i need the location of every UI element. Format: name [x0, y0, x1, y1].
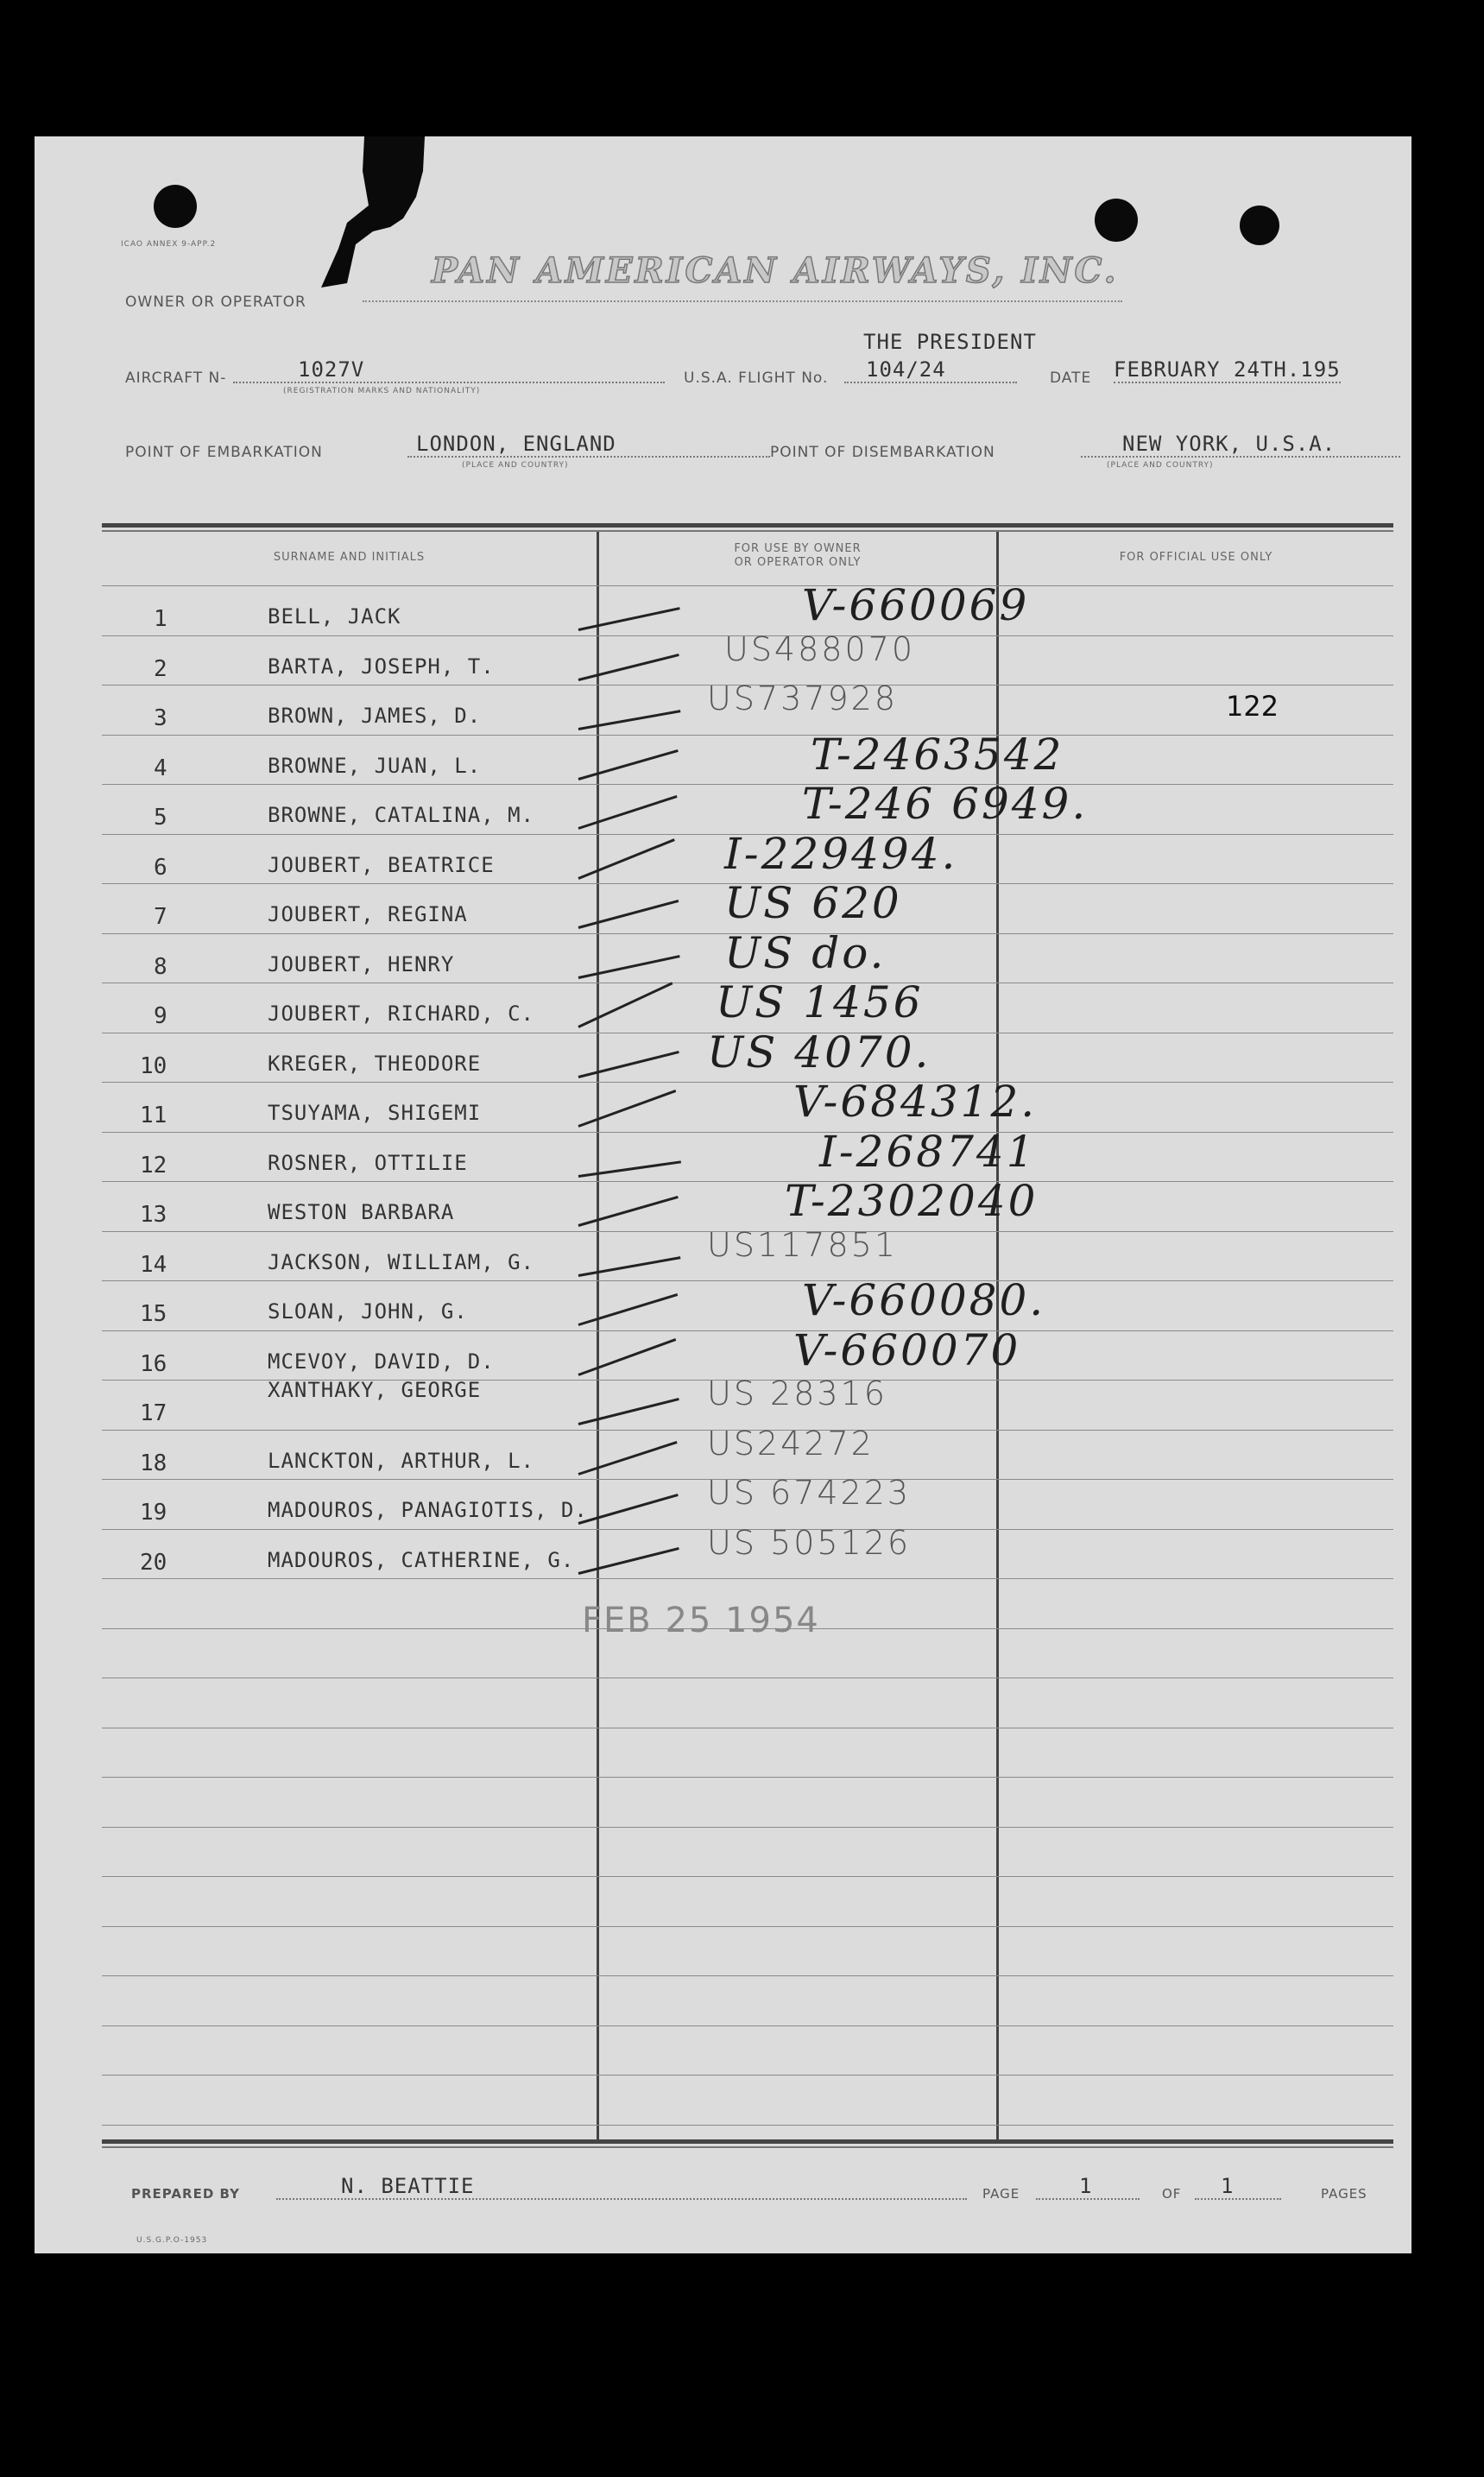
page-label: PAGE: [982, 2186, 1020, 2202]
row-number: 8: [154, 953, 167, 980]
check-stroke: [578, 1398, 679, 1425]
table-rule-line: [102, 784, 1393, 785]
document-number: US488070: [724, 629, 915, 668]
official-entry: 122: [1226, 690, 1279, 723]
document-number: V-660069: [802, 580, 1030, 630]
document-number: T-2302040: [785, 1176, 1039, 1226]
document-number: US117851: [707, 1225, 898, 1264]
flight-value: 104/24: [844, 357, 1017, 383]
prepared-label: PREPARED BY: [131, 2186, 240, 2202]
embarkation-sub: (PLACE AND COUNTRY): [462, 461, 569, 470]
page-value: 1: [1036, 2174, 1140, 2200]
row-number: 18: [140, 1450, 167, 1476]
passenger-name: LANCKTON, ARTHUR, L.: [268, 1448, 534, 1473]
row-number: 19: [140, 1500, 167, 1526]
check-stroke: [578, 607, 680, 631]
passenger-name: XANTHAKY, GEORGE: [268, 1378, 482, 1402]
document-number: US 620: [724, 878, 902, 928]
table-rule-line: [102, 2125, 1393, 2126]
check-stroke: [578, 1090, 676, 1128]
passenger-name: MCEVOY, DAVID, D.: [268, 1349, 495, 1374]
document-number: US 4070.: [707, 1027, 931, 1077]
of-value: 1: [1195, 2174, 1281, 2200]
check-stroke: [578, 1293, 679, 1326]
document-number: I-229494.: [724, 828, 958, 879]
passenger-name: BROWNE, CATALINA, M.: [268, 803, 534, 827]
owner-value: PAN AMERICAN AIRWAYS, INC.: [432, 250, 1119, 291]
row-number: 20: [140, 1549, 167, 1576]
check-stroke: [578, 1160, 681, 1178]
check-stroke: [578, 1547, 679, 1575]
check-stroke: [578, 1494, 679, 1525]
form-code: U.S.G.P.O-1953: [136, 2236, 208, 2245]
disembarkation-value: NEW YORK, U.S.A.: [1081, 432, 1400, 458]
passenger-name: BROWNE, JUAN, L.: [268, 753, 482, 778]
row-number: 2: [154, 655, 167, 682]
document-number: V-660080.: [802, 1275, 1046, 1325]
table-rule-line: [102, 1975, 1393, 1976]
passenger-name: BARTA, JOSEPH, T.: [268, 654, 495, 679]
table-rule-line: [102, 1926, 1393, 1927]
row-number: 3: [154, 705, 167, 731]
table-bottom-rule-2: [102, 2146, 1393, 2148]
passenger-name: JOUBERT, REGINA: [268, 902, 468, 926]
table-rule-line: [102, 1132, 1393, 1133]
document-number: US24272: [707, 1424, 875, 1463]
passenger-name: MADOUROS, PANAGIOTIS, D.: [268, 1498, 588, 1522]
owner-underline: [363, 300, 1122, 302]
table-rule-line: [102, 1082, 1393, 1083]
table-bottom-rule: [102, 2139, 1393, 2144]
row-number: 6: [154, 854, 167, 881]
table-top-rule-2: [102, 530, 1393, 532]
passenger-name: WESTON BARBARA: [268, 1200, 455, 1224]
row-number: 17: [140, 1400, 167, 1426]
header-operator-1: FOR USE BY OWNER: [734, 542, 862, 555]
table-rule-line: [102, 2025, 1393, 2026]
row-number: 9: [154, 1003, 167, 1029]
row-number: 11: [140, 1103, 167, 1128]
document-number: US 505126: [707, 1523, 912, 1562]
check-stroke: [578, 900, 679, 929]
table-rule-line: [102, 1330, 1393, 1331]
passenger-name: BELL, JACK: [268, 604, 401, 629]
date-label: DATE: [1050, 370, 1092, 387]
date-value: FEBRUARY 24TH.195: [1114, 357, 1341, 382]
check-stroke: [578, 1440, 678, 1475]
table-rule-line: [102, 585, 1393, 586]
row-number: 1: [154, 606, 167, 632]
punch-hole-left: [154, 185, 197, 228]
passenger-name: SLOAN, JOHN, G.: [268, 1299, 468, 1324]
table-rule-line: [102, 1181, 1393, 1182]
check-stroke: [578, 1338, 676, 1376]
document-number: V-660070: [793, 1324, 1021, 1375]
row-number: 4: [154, 755, 167, 781]
document-number: US 28316: [707, 1374, 887, 1412]
check-stroke: [578, 1051, 679, 1078]
punch-hole-far-right: [1240, 205, 1279, 245]
check-stroke: [578, 838, 674, 880]
passenger-name: MADOUROS, CATHERINE, G.: [268, 1547, 575, 1572]
disembarkation-label: POINT OF DISEMBARKATION: [770, 444, 995, 461]
of-label: OF: [1162, 2186, 1182, 2202]
form-number: ICAO ANNEX 9-APP.2: [121, 240, 217, 249]
row-number: 7: [154, 904, 167, 930]
row-number: 14: [140, 1251, 167, 1278]
passenger-name: BROWN, JAMES, D.: [268, 704, 482, 728]
document-number: I-268741: [819, 1126, 1037, 1177]
table-rule-line: [102, 2075, 1393, 2076]
table-rule-line: [102, 1280, 1393, 1281]
check-stroke: [578, 955, 680, 979]
passenger-name: JACKSON, WILLIAM, G.: [268, 1249, 534, 1274]
row-number: 10: [140, 1052, 167, 1079]
document-number: V-684312.: [793, 1077, 1038, 1127]
table-rule-line: [102, 1578, 1393, 1579]
check-stroke: [578, 795, 678, 830]
owner-label: OWNER OR OPERATOR: [125, 294, 306, 311]
date-stamp: FEB 25 1954: [582, 1601, 820, 1640]
passenger-name: KREGER, THEODORE: [268, 1051, 482, 1076]
check-stroke: [578, 654, 679, 681]
passenger-name: JOUBERT, RICHARD, C.: [268, 1002, 534, 1026]
passenger-name: TSUYAMA, SHIGEMI: [268, 1101, 482, 1125]
check-stroke: [578, 749, 679, 780]
row-number: 13: [140, 1202, 167, 1228]
check-stroke: [578, 982, 673, 1027]
flight-label: U.S.A. FLIGHT No.: [684, 370, 829, 387]
prepared-value: N. BEATTIE: [276, 2174, 967, 2200]
flight-name: THE PRESIDENT: [863, 330, 1037, 354]
document-number: US 1456: [716, 977, 924, 1027]
table-rule-line: [102, 1876, 1393, 1877]
header-official: FOR OFFICIAL USE ONLY: [1119, 551, 1273, 564]
document-number: US do.: [724, 927, 887, 978]
pages-label: PAGES: [1321, 2186, 1367, 2202]
document-number: T-2463542: [811, 729, 1064, 780]
table-rule-line: [102, 735, 1393, 736]
header-operator-2: OR OPERATOR ONLY: [734, 556, 862, 569]
embarkation-label: POINT OF EMBARKATION: [125, 444, 323, 461]
header-names: SURNAME AND INITIALS: [273, 551, 426, 564]
document-number: T-246 6949.: [802, 779, 1089, 829]
row-number: 15: [140, 1301, 167, 1327]
manifest-sheet: [35, 136, 1411, 2253]
row-number: 16: [140, 1350, 167, 1377]
check-stroke: [578, 710, 681, 730]
aircraft-sub: (REGISTRATION MARKS AND NATIONALITY): [283, 387, 481, 395]
document-number: US737928: [707, 679, 898, 717]
passenger-name: ROSNER, OTTILIE: [268, 1150, 468, 1175]
passenger-name: JOUBERT, HENRY: [268, 951, 455, 976]
aircraft-value: 1027V: [233, 357, 665, 383]
torn-corner-mark: [287, 136, 442, 292]
table-rule-line: [102, 1777, 1393, 1778]
aircraft-label: AIRCRAFT N-: [125, 370, 227, 387]
disembarkation-sub: (PLACE AND COUNTRY): [1107, 461, 1214, 470]
row-number: 5: [154, 805, 167, 831]
row-number: 12: [140, 1152, 167, 1178]
embarkation-value: LONDON, ENGLAND: [407, 432, 770, 458]
table-rule-line: [102, 1827, 1393, 1828]
document-number: US 674223: [707, 1474, 912, 1512]
check-stroke: [578, 1256, 681, 1277]
check-stroke: [578, 1196, 679, 1227]
passenger-name: JOUBERT, BEATRICE: [268, 852, 495, 877]
table-top-rule: [102, 523, 1393, 528]
punch-hole-right: [1095, 199, 1138, 242]
